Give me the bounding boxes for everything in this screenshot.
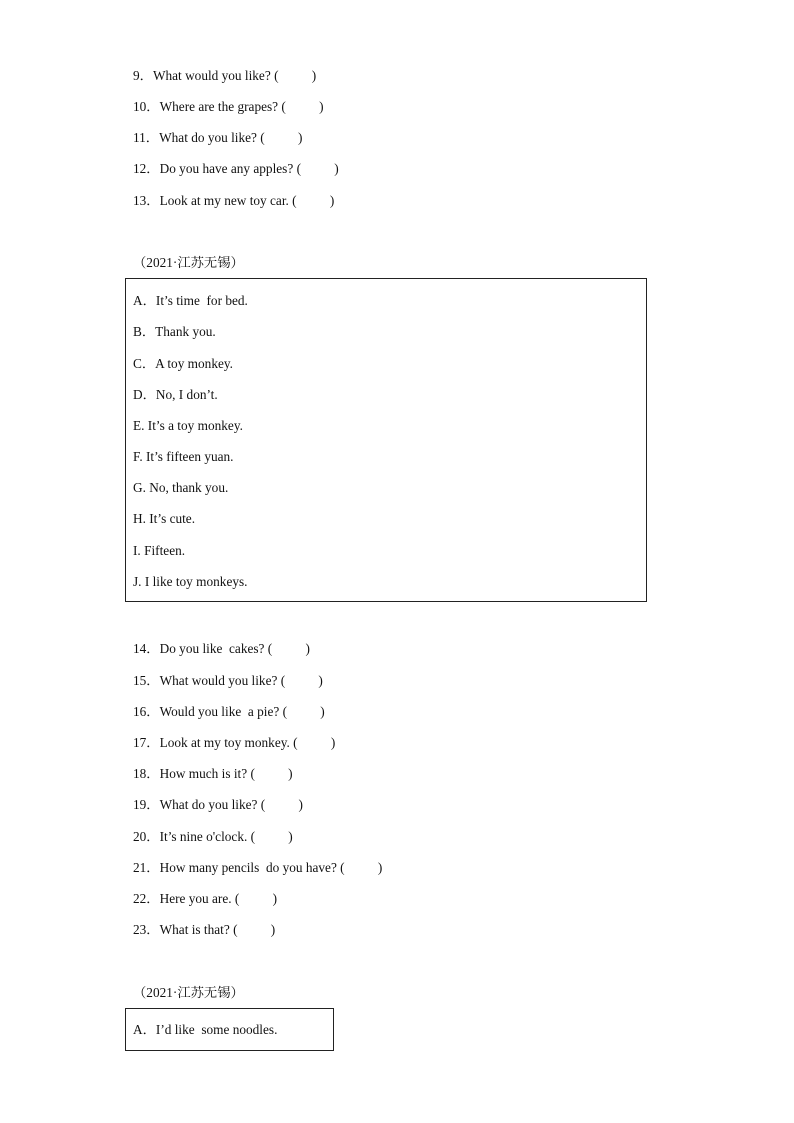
question-item: 23．What is that? ( ) (133, 922, 276, 937)
option-item: B．Thank you. (133, 324, 216, 339)
option-item: G. No, thank you. (133, 480, 229, 495)
question-item: 14．Do you like cakes? ( ) (133, 641, 310, 656)
question-item: 22．Here you are. ( ) (133, 891, 277, 906)
question-item: 20．It’s nine o'clock. ( ) (133, 829, 293, 844)
source-label: （2021·江苏无锡） (133, 985, 244, 1000)
option-item: I. Fifteen. (133, 543, 186, 558)
option-item: E. It’s a toy monkey. (133, 418, 243, 433)
option-item: D．No, I don’t. (133, 387, 218, 402)
option-item: H. It’s cute. (133, 511, 196, 526)
option-item: C．A toy monkey. (133, 356, 233, 371)
option-item: A．I’d like some noodles. (133, 1022, 278, 1037)
question-item: 9．What would you like? ( ) (133, 68, 317, 83)
question-item: 18．How much is it? ( ) (133, 766, 293, 781)
source-label: （2021·江苏无锡） (133, 255, 244, 270)
question-item: 16．Would you like a pie? ( ) (133, 704, 325, 719)
question-item: 19．What do you like? ( ) (133, 797, 303, 812)
option-item: A．It’s time for bed. (133, 293, 248, 308)
question-item: 17．Look at my toy monkey. ( ) (133, 735, 336, 750)
question-item: 11．What do you like? ( ) (133, 130, 303, 145)
question-item: 15．What would you like? ( ) (133, 673, 323, 688)
options-box (125, 1008, 334, 1051)
question-item: 21．How many pencils do you have? ( ) (133, 860, 383, 875)
question-item: 10．Where are the grapes? ( ) (133, 99, 324, 114)
question-item: 12．Do you have any apples? ( ) (133, 161, 339, 176)
option-item: F. It’s fifteen yuan. (133, 449, 234, 464)
options-box (125, 278, 647, 602)
option-item: J. I like toy monkeys. (133, 574, 248, 589)
question-item: 13．Look at my new toy car. ( ) (133, 193, 335, 208)
